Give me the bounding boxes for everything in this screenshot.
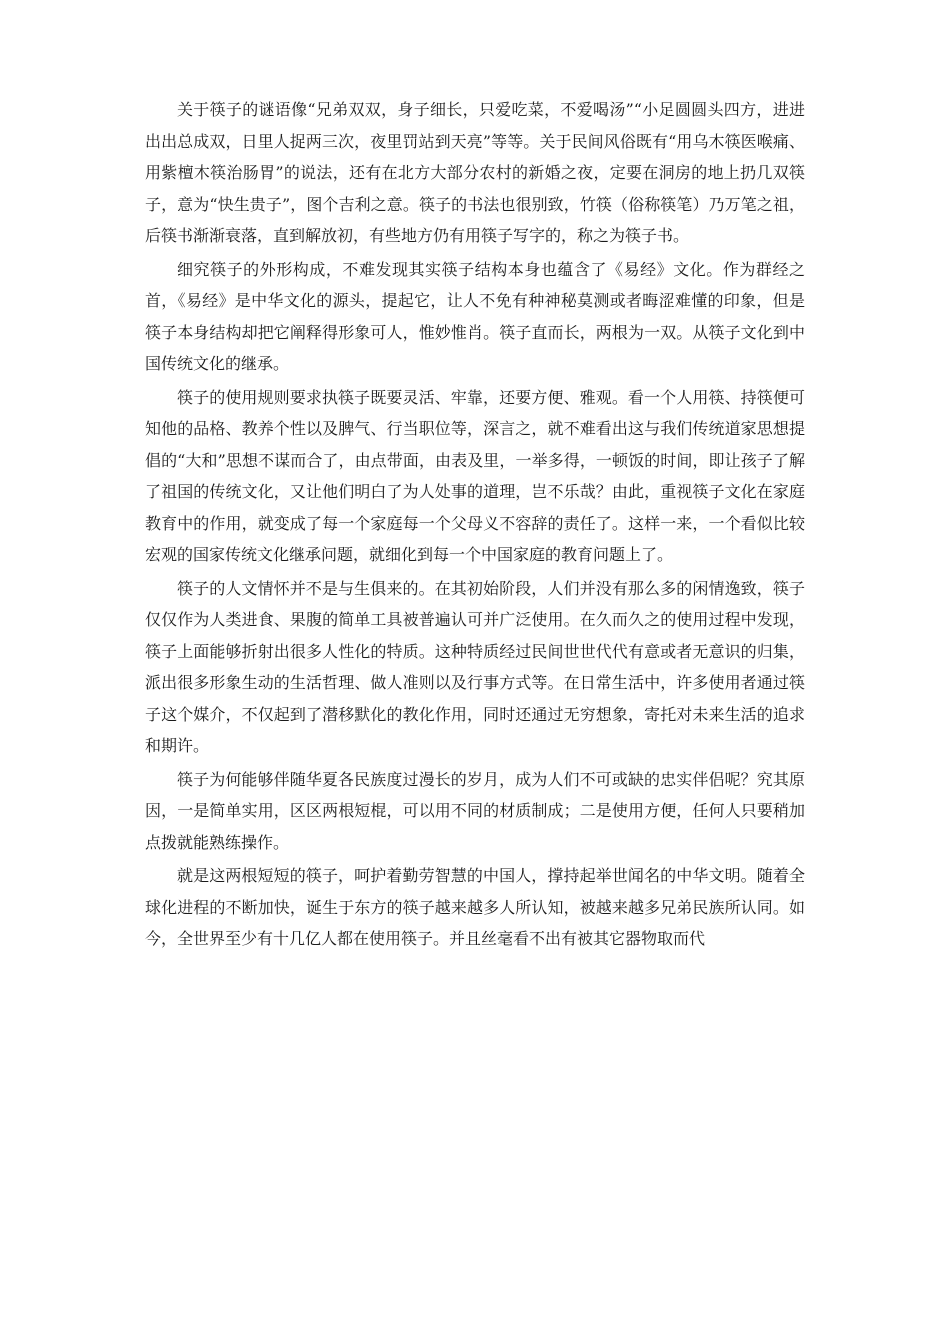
paragraph-riddles-customs: 关于筷子的谜语像“兄弟双双，身子细长，只爱吃菜，不爱喝汤”“小足圆圆头四方，进进出出总成双，日里人捉两三次，夜里罚站到天亮”等等。关于民间风俗既有“用乌木筷医喉痛、用紫檀木筷治肠胃”的说法，还有在北方大部分农村的新婚之夜，定要在洞房的地上扔几双筷子，意为“快生贵子”，图个吉利之意。筷子的书法也很别致，竹筷（俗称筷笔）乃万笔之祖，后筷书渐渐衰落，直到解放初，有些地方仍有用筷子写字的，称之为筷子书。 xyxy=(145,100,805,245)
paragraph-global-spread: 就是这两根短短的筷子，呵护着勤劳智慧的中国人，撑持起举世闻名的中华文明。随着全球化进程的不断加快，诞生于东方的筷子越来越多人所认知，被越来越多兄弟民族所认同。如今，全世界至少有十几亿人都在使用筷子。并且丝毫看不出有被其它器物取而代 xyxy=(145,866,805,948)
paragraph-humanistic-feelings: 筷子的人文情怀并不是与生俱来的。在其初始阶段，人们并没有那么多的闲情逸致，筷子仅仅作为人类进食、果腹的简单工具被普遍认可并广泛使用。在久而久之的使用过程中发现，筷子上面能够折射出很多人性化的特质。这种特质经过民间世世代代有意或者无意识的归集，派出很多形象生动的生活哲理、做人准则以及行事方式等。在日常生活中，许多使用者通过筷子这个媒介，不仅起到了潜移默化的教化作用，同时还通过无穷想象，寄托对未来生活的追求和期许。 xyxy=(145,578,805,755)
paragraph-yijing-structure: 细究筷子的外形构成，不难发现其实筷子结构本身也蕴含了《易经》文化。作为群经之首，《易经》是中华文化的源头，提起它，让人不免有种神秘莫测或者晦涩难懂的印象，但是筷子本身结构却把它阐释得形象可人，惟妙惟肖。筷子直而长，两根为一双。从筷子文化到中国传统文化的继承。 xyxy=(145,259,805,373)
paragraph-usage-rules: 筷子的使用规则要求执筷子既要灵活、牢靠，还要方便、雅观。看一个人用筷、持筷便可知他的品格、教养个性以及脾气、行当职位等，深言之，就不难看出这与我们传统道家思想提倡的“大和”思想不谋而合了，由点带面，由表及里，一举多得，一顿饭的时间，即让孩子了解了祖国的传统文化，又让他们明白了为人处事的道理，岂不乐哉？由此，重视筷子文化在家庭教育中的作用，就变成了每一个家庭每一个父母义不容辞的责任了。这样一来，一个看似比较宏观的国家传统文化继承问题，就细化到每一个中国家庭的教育问题上了。 xyxy=(145,387,805,564)
paragraph-why-enduring: 筷子为何能够伴随华夏各民族度过漫长的岁月，成为人们不可或缺的忠实伴侣呢？究其原因，一是简单实用，区区两根短棍，可以用不同的材质制成；二是使用方便，任何人只要稍加点拨就能熟练操作。 xyxy=(145,769,805,852)
document-page xyxy=(145,94,805,955)
